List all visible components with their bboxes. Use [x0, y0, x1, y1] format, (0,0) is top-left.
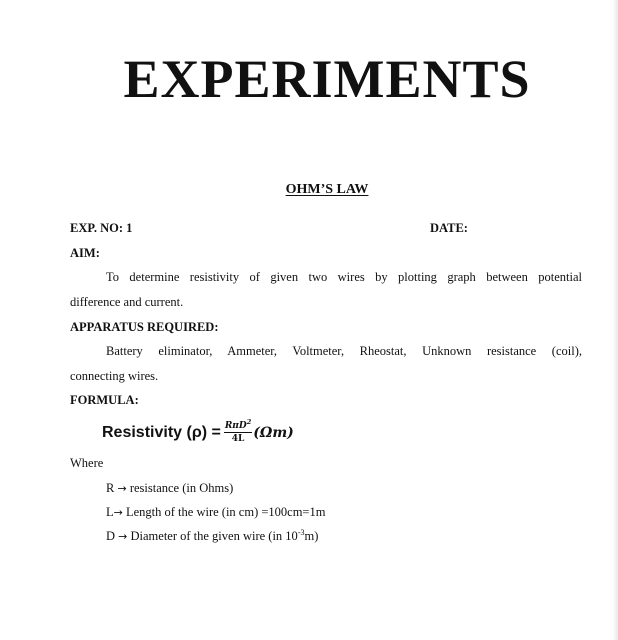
experiment-name: OHM’S LAW: [285, 182, 369, 197]
apparatus-text-line-2: connecting wires.: [70, 369, 159, 383]
formula-denominator: 4L: [231, 434, 245, 444]
experiment-number: EXP. NO: 1: [70, 221, 133, 235]
definition-suffix: m): [304, 529, 319, 543]
formula-unit: (Ωm): [253, 425, 294, 441]
formula-numerator: [224, 418, 252, 433]
definition-symbol: D: [106, 529, 116, 543]
aim-text-line-2: difference and current.: [70, 295, 184, 309]
definition-symbol: L: [106, 505, 114, 519]
definition-text: Length of the wire (in cm) =100cm=1m: [125, 505, 326, 519]
right-arrow-icon: →: [113, 506, 123, 519]
formula-heading: FORMULA:: [70, 393, 139, 407]
definition-text: Diameter of the given wire (in 10: [130, 529, 298, 543]
apparatus-text-line-1: Battery eliminator, Ammeter, Voltmeter, Rheostat, Unknown resistance (coil),: [106, 344, 582, 358]
document-title: EXPERIMENTS: [123, 49, 531, 109]
date-label: DATE:: [430, 221, 468, 235]
aim-heading: AIM:: [70, 246, 100, 260]
formula-fraction: [224, 418, 252, 444]
definition-diameter: [106, 529, 318, 544]
aim-text-line-1: To determine resistivity of given two wires by plotting graph between potential: [106, 270, 582, 284]
definition-resistance: [106, 481, 233, 496]
right-arrow-icon: →: [118, 530, 128, 543]
resistivity-formula: [102, 408, 294, 458]
definition-length: [106, 505, 325, 520]
formula-numerator-text: RπD: [224, 421, 247, 431]
definition-text: resistance (in Ohms): [129, 481, 234, 495]
where-label: Where: [70, 456, 104, 470]
definition-exponent: -3: [297, 527, 305, 537]
right-arrow-icon: →: [117, 482, 127, 495]
formula-numerator-exponent: 2: [246, 418, 252, 426]
apparatus-heading: APPARATUS REQUIRED:: [70, 320, 219, 334]
definition-symbol: R: [106, 481, 115, 495]
formula-lhs: Resistivity (ρ) =: [102, 424, 221, 441]
